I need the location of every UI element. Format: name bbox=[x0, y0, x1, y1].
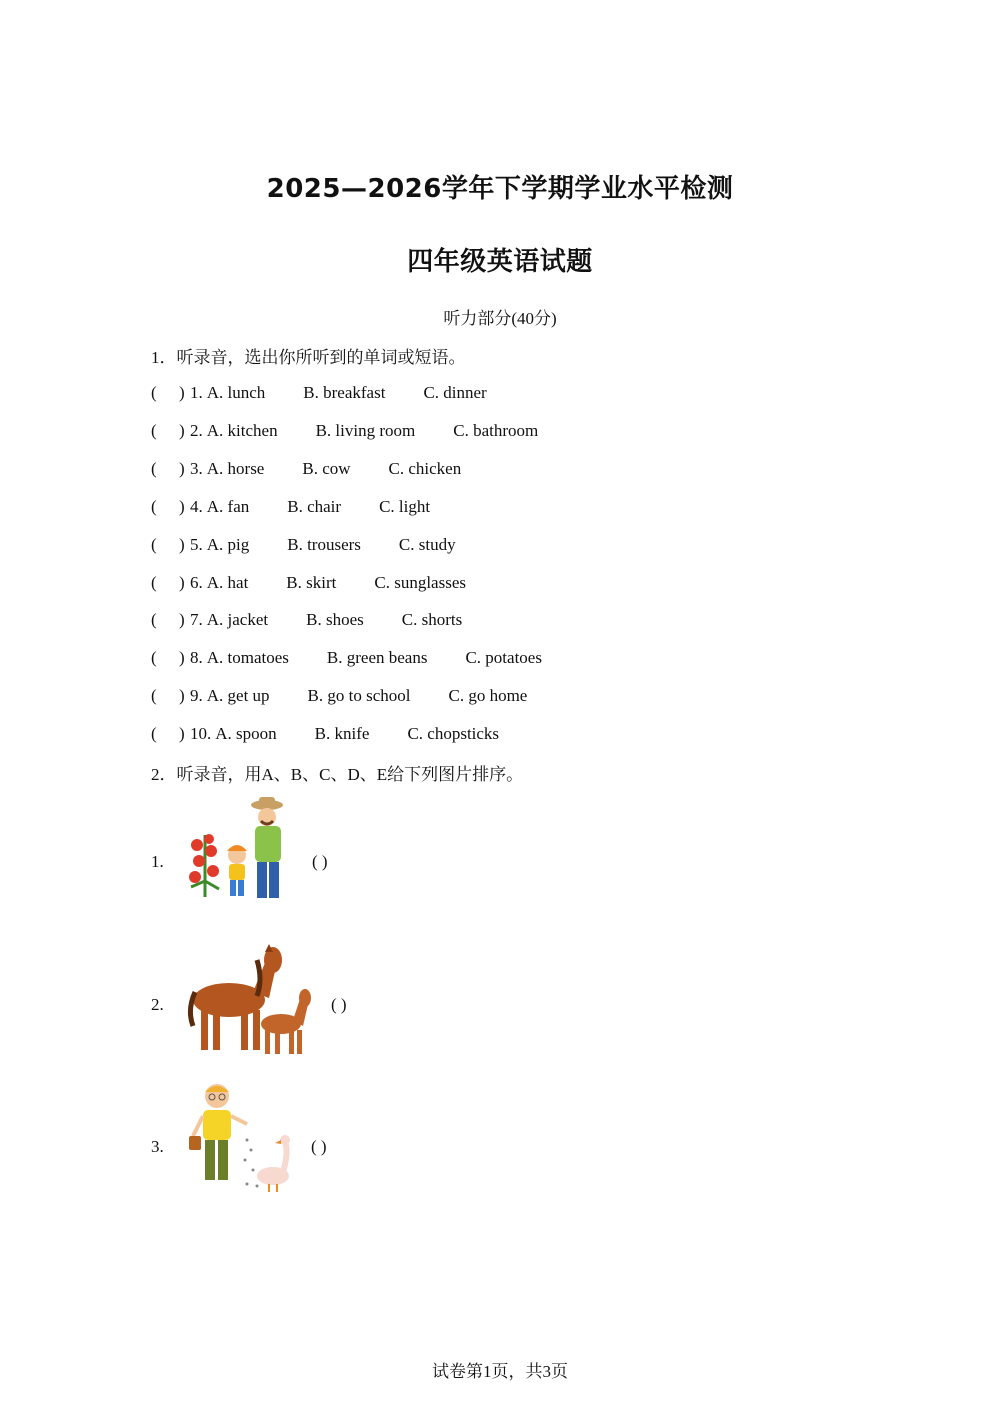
option-c: C. chicken bbox=[388, 459, 462, 478]
question-number: 2. bbox=[190, 421, 203, 440]
option-c: C. shorts bbox=[401, 610, 463, 629]
option-c: C. light bbox=[379, 497, 431, 516]
answer-blank-close[interactable]: ) bbox=[179, 648, 185, 667]
answer-blank-close[interactable]: ) bbox=[179, 383, 185, 402]
option-a: A. horse bbox=[206, 459, 265, 478]
question-number: 1. bbox=[190, 383, 203, 402]
answer-blank-open[interactable]: ( bbox=[151, 610, 157, 629]
answer-blank[interactable]: ( ) bbox=[311, 1137, 327, 1156]
option-a: A. hat bbox=[206, 573, 249, 592]
answer-blank-open[interactable]: ( bbox=[151, 383, 157, 402]
question-options bbox=[190, 647, 580, 669]
answer-blank-close[interactable]: ) bbox=[179, 497, 185, 516]
option-a: A. kitchen bbox=[206, 421, 278, 440]
option-a: A. pig bbox=[206, 535, 250, 554]
question-number: 5. bbox=[190, 535, 203, 554]
option-b: B. cow bbox=[302, 459, 351, 478]
answer-blank-open[interactable]: ( bbox=[151, 497, 157, 516]
answer-blank-close[interactable]: ) bbox=[179, 535, 185, 554]
question-options bbox=[190, 420, 576, 442]
picture-item bbox=[151, 795, 451, 925]
question-options bbox=[190, 458, 499, 480]
question-number: 9. bbox=[190, 686, 203, 705]
exam-subtitle-grade: 四年级英语试题 bbox=[407, 247, 593, 277]
option-c: C. potatoes bbox=[465, 648, 542, 667]
answer-blank-open[interactable]: ( bbox=[151, 686, 157, 705]
option-c: C. bathroom bbox=[453, 421, 539, 440]
option-b: B. skirt bbox=[286, 573, 337, 592]
horse-foal-icon bbox=[185, 940, 315, 1058]
answer-blank-close[interactable]: ) bbox=[179, 421, 185, 440]
answer-blank-close[interactable]: ) bbox=[179, 724, 185, 743]
picture-item bbox=[151, 1080, 451, 1210]
answer-blank[interactable]: ( ) bbox=[312, 852, 328, 871]
option-b: B. breakfast bbox=[303, 383, 386, 402]
question-options bbox=[190, 723, 537, 745]
picture-item bbox=[151, 940, 451, 1070]
part1-instruction: 1．听录音，选出你所听到的单词或短语。 bbox=[151, 348, 466, 367]
option-b: B. trousers bbox=[287, 535, 361, 554]
question-number: 10. bbox=[190, 724, 212, 743]
option-b: B. green beans bbox=[326, 648, 428, 667]
option-a: A. spoon bbox=[215, 724, 277, 743]
option-a: A. fan bbox=[206, 497, 250, 516]
page-footer: 试卷第1页，共3页 bbox=[432, 1362, 568, 1381]
question-options bbox=[190, 685, 565, 707]
option-b: B. shoes bbox=[306, 610, 364, 629]
answer-blank-open[interactable]: ( bbox=[151, 573, 157, 592]
option-b: B. knife bbox=[314, 724, 370, 743]
option-a: A. lunch bbox=[206, 383, 266, 402]
option-c: C. go home bbox=[448, 686, 528, 705]
option-c: C. study bbox=[398, 535, 456, 554]
option-a: A. tomatoes bbox=[206, 648, 289, 667]
question-options bbox=[190, 572, 504, 594]
option-a: A. jacket bbox=[206, 610, 269, 629]
question-options bbox=[190, 496, 468, 518]
option-c: C. sunglasses bbox=[374, 573, 466, 592]
option-b: B. living room bbox=[315, 421, 416, 440]
picture-number: 2. bbox=[151, 995, 164, 1014]
boy-feeding-goose-icon bbox=[185, 1080, 295, 1198]
question-options bbox=[190, 609, 500, 631]
answer-blank-open[interactable]: ( bbox=[151, 724, 157, 743]
question-number: 6. bbox=[190, 573, 203, 592]
option-b: B. go to school bbox=[307, 686, 411, 705]
question-number: 7. bbox=[190, 610, 203, 629]
answer-blank-close[interactable]: ) bbox=[179, 610, 185, 629]
answer-blank-open[interactable]: ( bbox=[151, 421, 157, 440]
question-options bbox=[190, 382, 525, 404]
exam-title: 2025—2026学年下学期学业水平检测 bbox=[266, 174, 734, 204]
listening-section-label: 听力部分(40分) bbox=[443, 309, 557, 328]
question-number: 3. bbox=[190, 459, 203, 478]
answer-blank-close[interactable]: ) bbox=[179, 686, 185, 705]
answer-blank-open[interactable]: ( bbox=[151, 648, 157, 667]
option-a: A. get up bbox=[206, 686, 270, 705]
picture-number: 1. bbox=[151, 852, 164, 871]
question-number: 4. bbox=[190, 497, 203, 516]
option-c: C. chopsticks bbox=[407, 724, 500, 743]
answer-blank-close[interactable]: ) bbox=[179, 459, 185, 478]
part2-instruction: 2．听录音，用A、B、C、D、E给下列图片排序。 bbox=[151, 765, 524, 784]
question-options bbox=[190, 534, 494, 556]
picture-number: 3. bbox=[151, 1137, 164, 1156]
option-c: C. dinner bbox=[423, 383, 487, 402]
answer-blank[interactable]: ( ) bbox=[331, 995, 347, 1014]
option-b: B. chair bbox=[287, 497, 342, 516]
farmer-boy-tomatoes-icon bbox=[185, 795, 295, 903]
question-number: 8. bbox=[190, 648, 203, 667]
answer-blank-open[interactable]: ( bbox=[151, 459, 157, 478]
answer-blank-close[interactable]: ) bbox=[179, 573, 185, 592]
answer-blank-open[interactable]: ( bbox=[151, 535, 157, 554]
